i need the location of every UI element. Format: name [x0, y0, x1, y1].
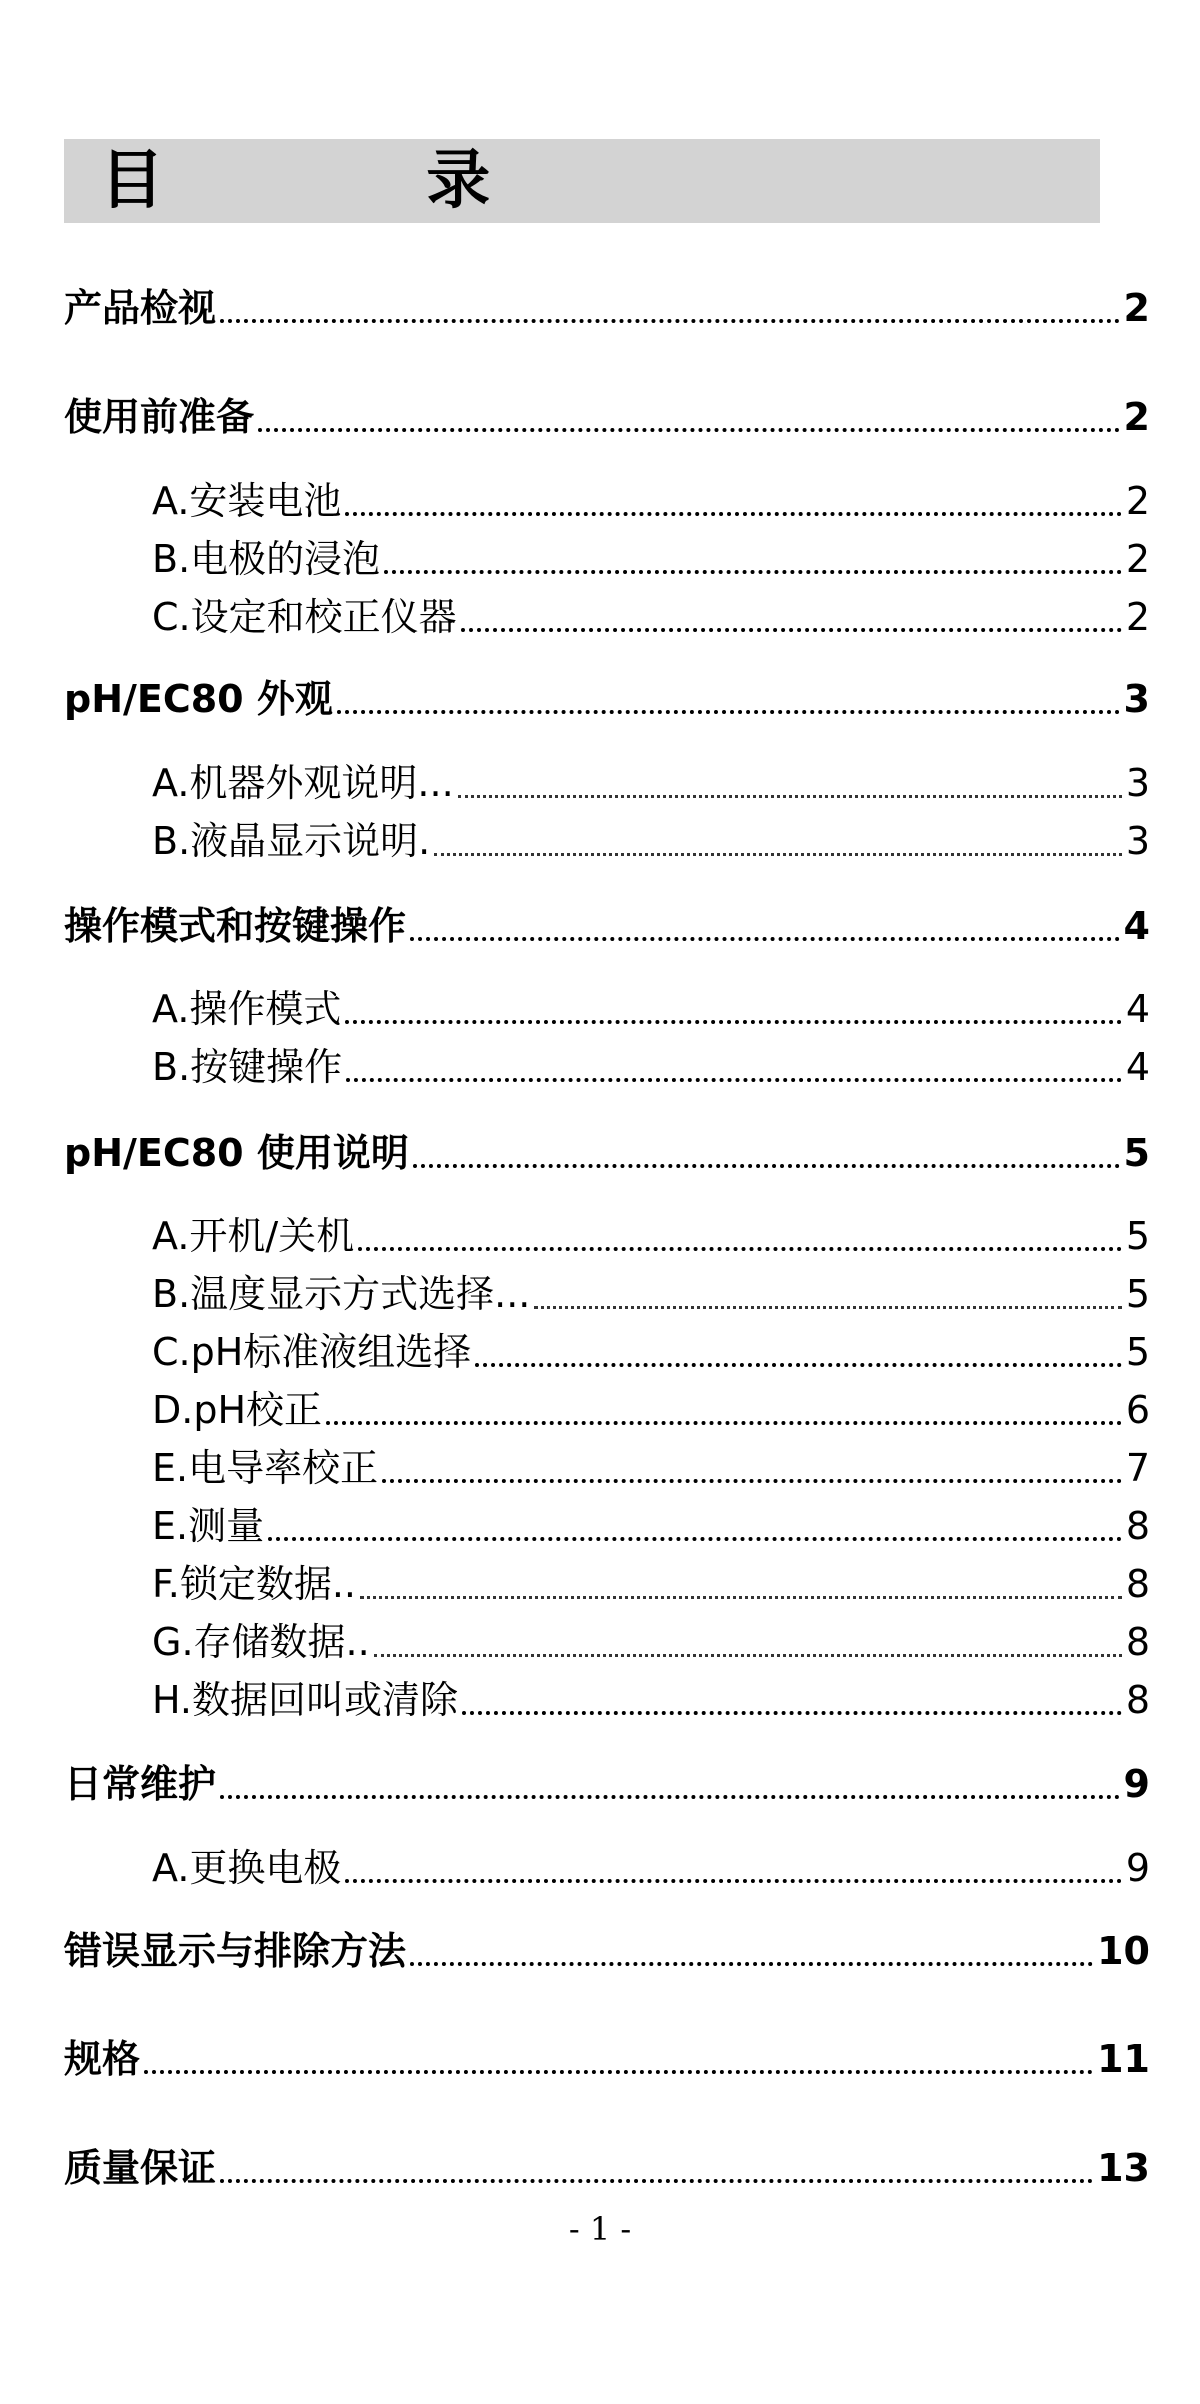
toc-entry-page: 7: [1125, 1446, 1150, 1490]
toc-entry[interactable]: [64, 277, 1150, 332]
dot-leader: [345, 512, 1121, 516]
toc-entry[interactable]: [64, 1122, 1150, 1177]
toc-entry-page: 2: [1125, 595, 1150, 639]
toc-entry-label: 日常维护: [64, 1762, 217, 1806]
toc-entry-label: 错误显示与排除方法: [64, 1929, 407, 1973]
toc-entry-label: pH/EC80 外观: [64, 677, 333, 721]
toc-entry-page: 5: [1123, 1131, 1150, 1175]
dot-leader: [384, 570, 1122, 574]
toc-entry-page: 8: [1125, 1562, 1150, 1606]
toc-entry-page: 4: [1125, 1045, 1150, 1089]
toc-entry-label: 规格: [64, 2037, 141, 2081]
dot-leader: [345, 1020, 1121, 1024]
dot-leader: [413, 1164, 1120, 1168]
dot-leader: [346, 1078, 1122, 1082]
toc-entry[interactable]: [152, 1263, 1150, 1318]
toc-entry[interactable]: [152, 1437, 1150, 1492]
dot-leader: [458, 795, 1122, 798]
toc-entry-page: 5: [1125, 1330, 1150, 1374]
toc-entry-page: 2: [1125, 537, 1150, 581]
toc-entry[interactable]: [152, 1495, 1150, 1550]
toc-entry-page: 4: [1123, 904, 1150, 948]
toc-entry-label: A.操作模式: [152, 987, 342, 1031]
toc-entry-label: E.测量: [152, 1504, 265, 1548]
toc-entry[interactable]: [64, 895, 1150, 950]
toc-entry-label: B.按键操作: [152, 1045, 343, 1089]
page-number: - 1 -: [568, 2210, 632, 2248]
toc-entry-label: B.电极的浸泡: [152, 537, 381, 581]
toc-entry-page: 3: [1125, 761, 1150, 805]
toc-title: 目 录: [100, 144, 611, 218]
toc-entry-label: A.开机/关机: [152, 1214, 355, 1258]
toc-entry-label: A.安装电池: [152, 479, 342, 523]
toc-entry-page: 3: [1125, 819, 1150, 863]
toc-entry[interactable]: [152, 810, 1150, 865]
dot-leader: [461, 628, 1122, 632]
toc-entry[interactable]: [64, 668, 1150, 723]
toc-entry-label: C.pH标准液组选择: [152, 1330, 472, 1374]
toc-entry[interactable]: [152, 1321, 1150, 1376]
toc-entry-label: A.机器外观说明...: [152, 761, 454, 805]
toc-entry-page: 5: [1125, 1272, 1150, 1316]
toc-entry[interactable]: [152, 978, 1150, 1033]
toc-entry-label: 质量保证: [64, 2146, 217, 2190]
toc-entry-label: H.数据回叫或清除: [152, 1678, 458, 1722]
toc-entry-page: 3: [1123, 677, 1150, 721]
dot-leader: [382, 1479, 1122, 1483]
dot-leader: [358, 1247, 1122, 1251]
toc-entry-label: F.锁定数据..: [152, 1562, 356, 1606]
toc-entry-label: 操作模式和按键操作: [64, 904, 407, 948]
toc-entry[interactable]: [152, 1669, 1150, 1724]
toc-entry-label: A.更换电极: [152, 1846, 342, 1890]
toc-entry[interactable]: [152, 1553, 1150, 1608]
toc-entry-page: 8: [1125, 1678, 1150, 1722]
toc-entry[interactable]: [152, 752, 1150, 807]
toc-entry-label: G.存储数据..: [152, 1620, 370, 1664]
toc-entry-page: 2: [1125, 479, 1150, 523]
toc-entry-page: 11: [1097, 2037, 1150, 2081]
dot-leader: [534, 1306, 1121, 1309]
toc-entry-label: E.电导率校正: [152, 1446, 379, 1490]
toc-entry[interactable]: [152, 1611, 1150, 1666]
toc-entry-label: B.温度显示方式选择...: [152, 1272, 531, 1316]
dot-leader: [220, 2179, 1093, 2183]
toc-entry-page: 5: [1125, 1214, 1150, 1258]
toc-entry[interactable]: [152, 586, 1150, 641]
dot-leader: [220, 1795, 1120, 1799]
dot-leader: [345, 1879, 1121, 1883]
toc-entry[interactable]: [152, 1837, 1150, 1892]
dot-leader: [462, 1711, 1122, 1715]
toc-entry[interactable]: [152, 470, 1150, 525]
dot-leader: [144, 2070, 1093, 2074]
toc-entry-page: 9: [1125, 1846, 1150, 1890]
dot-leader: [410, 1962, 1093, 1966]
dot-leader: [374, 1654, 1122, 1657]
toc-entry-label: B.液晶显示说明.: [152, 819, 431, 863]
dot-leader: [326, 1421, 1122, 1425]
toc-entry-page: 2: [1123, 286, 1150, 330]
dot-leader: [337, 710, 1120, 714]
toc-entry-page: 13: [1097, 2146, 1150, 2190]
toc-entry[interactable]: [64, 1753, 1150, 1808]
toc-entry-label: D.pH校正: [152, 1388, 323, 1432]
toc-entry-page: 9: [1123, 1762, 1150, 1806]
toc-entry-page: 10: [1097, 1929, 1150, 1973]
dot-leader: [220, 319, 1120, 323]
dot-leader: [434, 853, 1122, 856]
dot-leader: [410, 937, 1120, 941]
toc-entry[interactable]: [152, 1379, 1150, 1434]
toc-entry-label: pH/EC80 使用说明: [64, 1131, 409, 1175]
toc-entry-label: C.设定和校正仪器: [152, 595, 457, 639]
toc-entry-page: 8: [1125, 1504, 1150, 1548]
toc-entry[interactable]: [152, 1036, 1150, 1091]
toc-entry[interactable]: [152, 1205, 1150, 1260]
dot-leader: [475, 1363, 1122, 1367]
toc-entry-label: 使用前准备: [64, 395, 255, 439]
toc-entry[interactable]: [64, 386, 1150, 441]
toc-entry-page: 2: [1123, 395, 1150, 439]
toc-entry-page: 8: [1125, 1620, 1150, 1664]
toc-entry-page: 4: [1125, 987, 1150, 1031]
toc-entry[interactable]: [64, 2137, 1150, 2192]
toc-entry[interactable]: [64, 1920, 1150, 1975]
toc-entry-page: 6: [1125, 1388, 1150, 1432]
toc-entry-label: 产品检视: [64, 286, 217, 330]
toc-entry[interactable]: [152, 528, 1150, 583]
dot-leader: [360, 1596, 1122, 1599]
dot-leader: [268, 1537, 1122, 1541]
toc-entry[interactable]: [64, 2028, 1150, 2083]
dot-leader: [258, 428, 1120, 432]
